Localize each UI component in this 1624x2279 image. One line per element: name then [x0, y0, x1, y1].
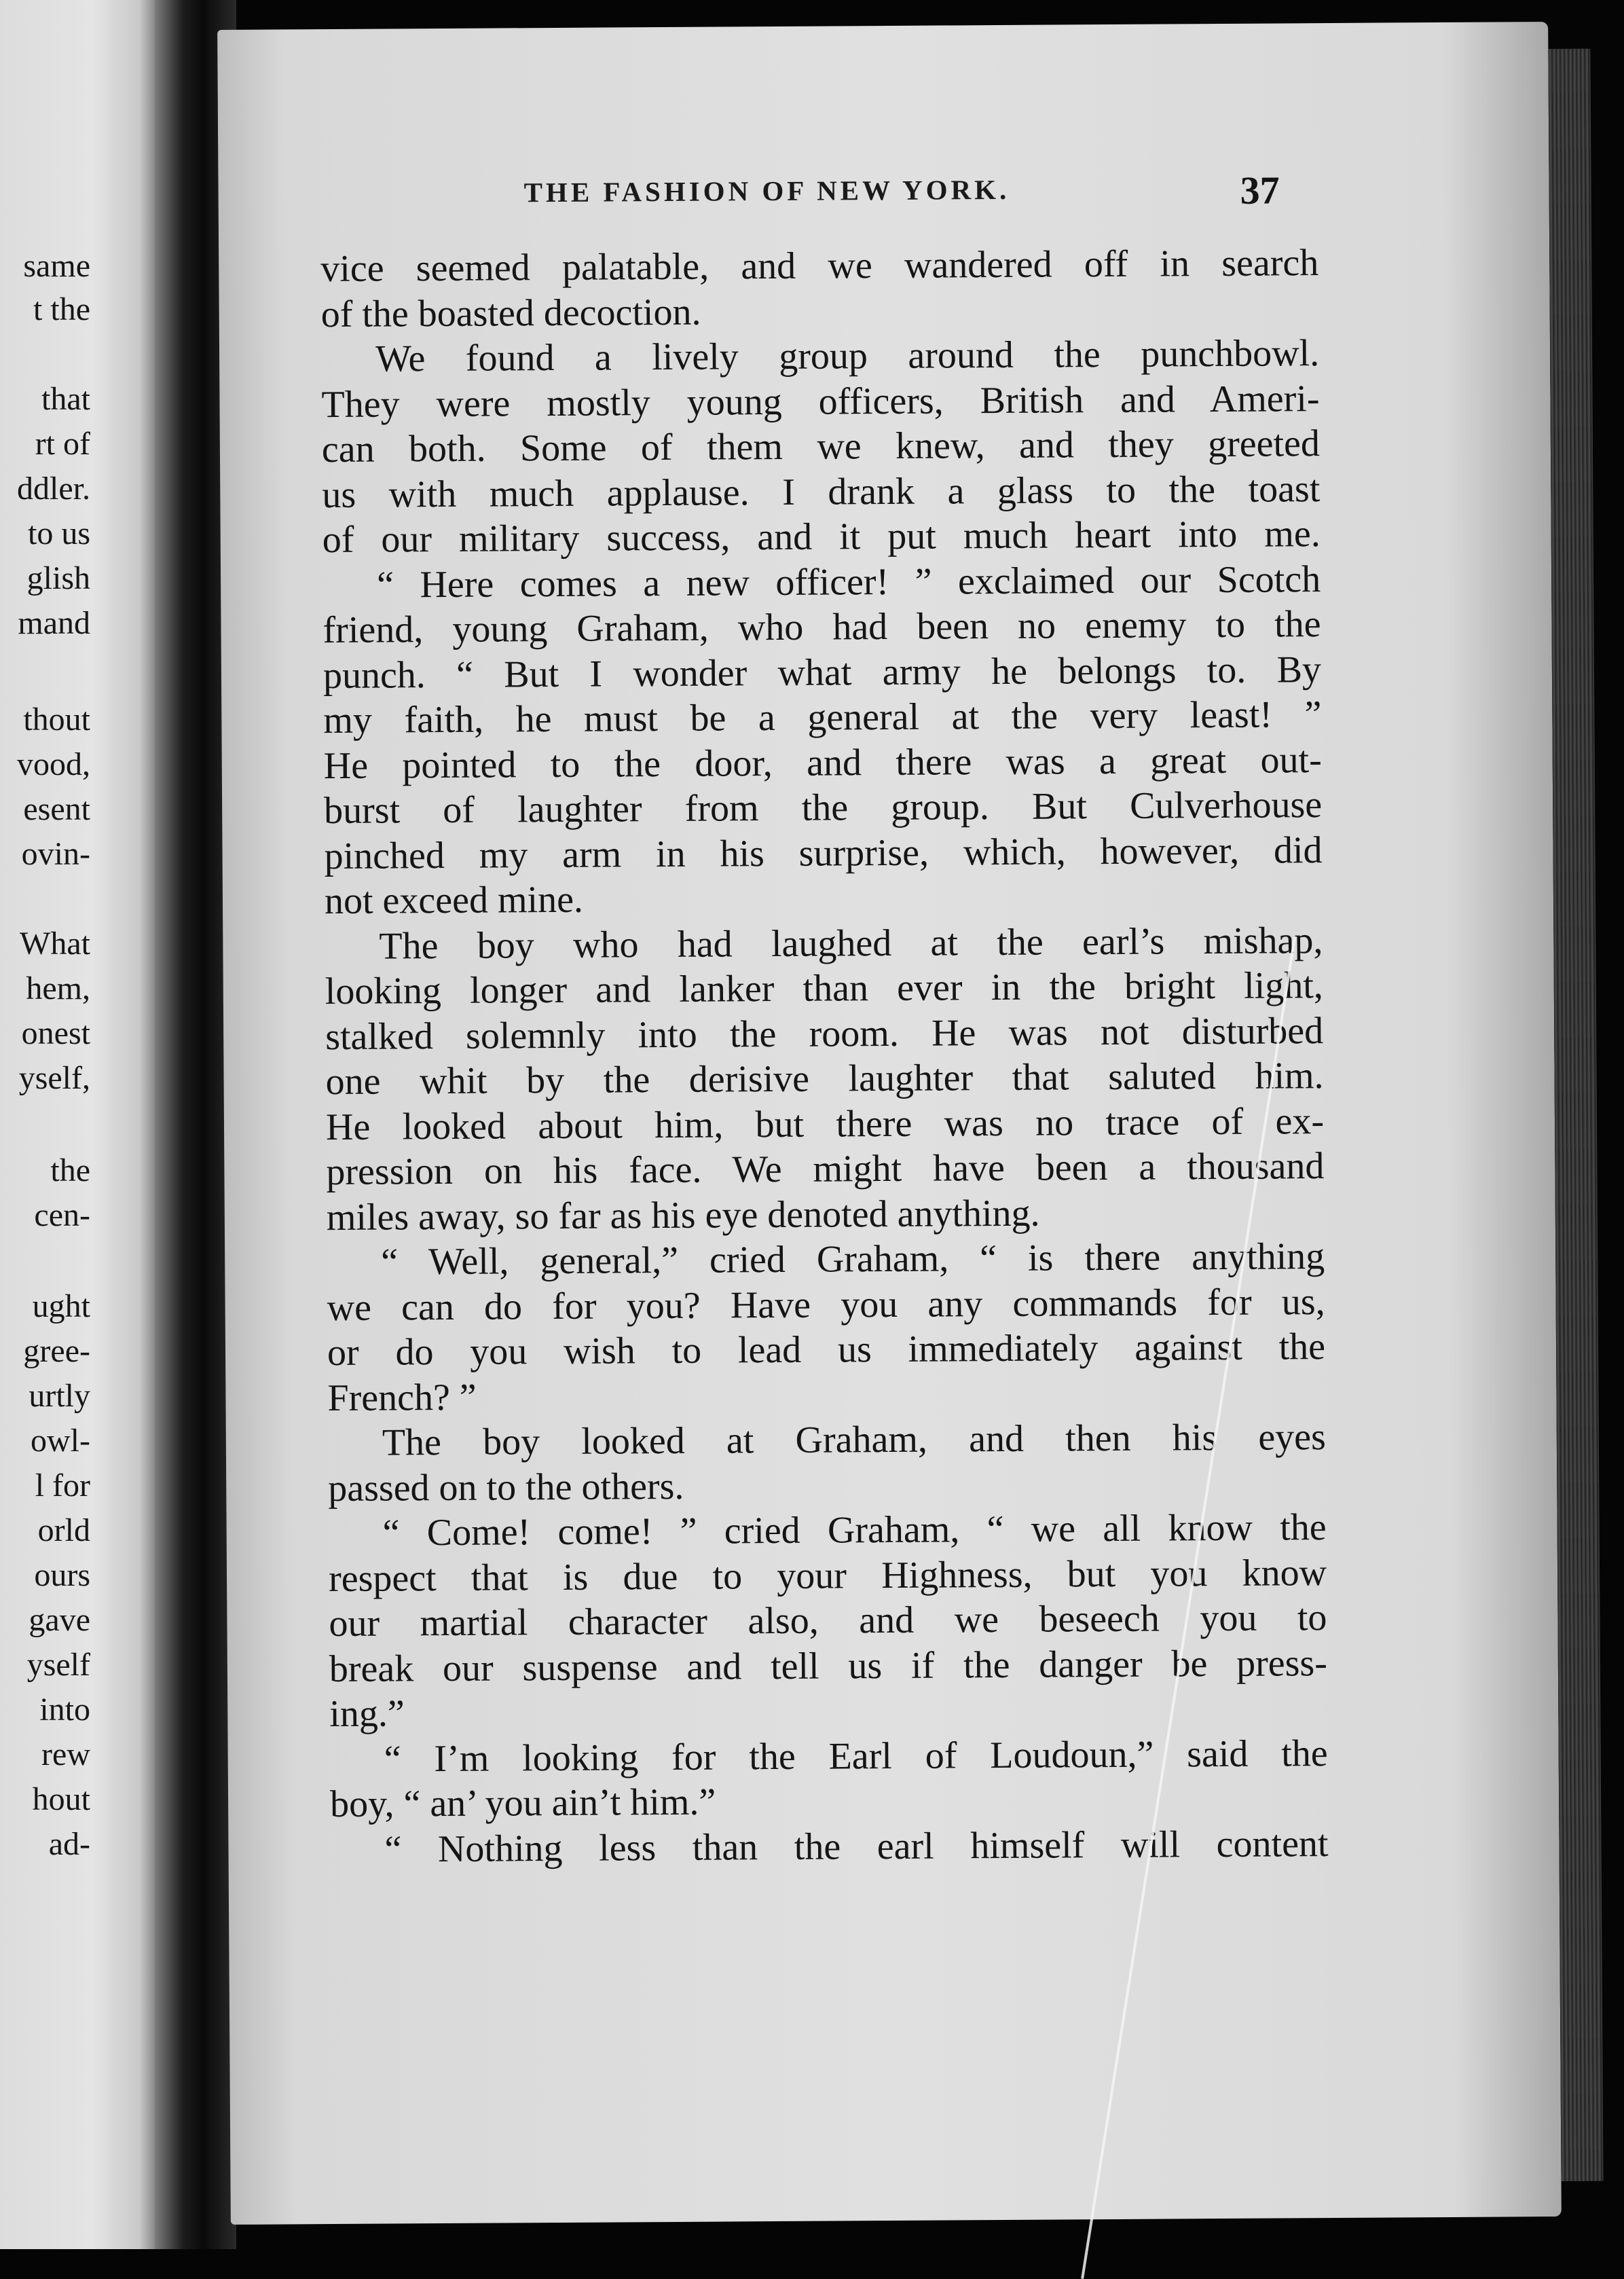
text-line: pinched my arm in his surprise, which, however, did	[324, 828, 1323, 877]
left-page-line: l for	[35, 1467, 90, 1503]
left-page-line: owl-	[31, 1423, 90, 1459]
left-page-line: urtly	[29, 1378, 90, 1414]
left-page-line: hem,	[26, 970, 90, 1006]
text-line: “ Come! come! ” cried Graham, “ we all know the	[382, 1506, 1327, 1554]
left-page-line: ad-	[48, 1826, 90, 1862]
text-line: friend, young Graham, who had been no enemy to the	[322, 603, 1321, 652]
text-line: The boy looked at Graham, and then his eyes	[382, 1416, 1327, 1464]
text-line: miles away, so far as his eye denoted anything.	[326, 1192, 1040, 1239]
text-line: ing.”	[329, 1692, 405, 1736]
left-page-line: ddler.	[17, 471, 90, 507]
text-line: not exceed mine.	[324, 878, 584, 923]
running-head: THE FASHION OF NEW YORK.	[523, 173, 1010, 208]
text-line: our martial character also, and we beseech you to	[329, 1597, 1327, 1645]
text-line: boy, “ an’ you ain’t him.”	[329, 1781, 716, 1826]
text-line: burst of laughter from the group. But Culverhouse	[323, 784, 1323, 833]
left-page-line: gave	[29, 1602, 90, 1638]
page-number: 37	[1240, 168, 1280, 213]
left-page-line: t the	[33, 291, 90, 327]
left-page-line: to us	[27, 515, 90, 551]
text-line: can both. Some of them we knew, and they greeted	[321, 422, 1321, 471]
text-line: pression on his face. We might have been a thousand	[326, 1145, 1325, 1194]
text-line: stalked solemnly into the room. He was not disturbed	[325, 1009, 1324, 1058]
left-page-line: cen-	[34, 1197, 90, 1233]
left-page-line: thout	[23, 701, 90, 737]
left-page-line: glish	[26, 560, 90, 596]
text-line: passed on to the others.	[328, 1465, 684, 1510]
left-page-line: What	[20, 926, 90, 962]
left-page-line: rt of	[35, 426, 90, 462]
text-line: He looked about him, but there was no trace of ex-	[325, 1099, 1325, 1148]
text-line: of the boasted decoction.	[320, 291, 701, 335]
left-page-line: ours	[34, 1557, 90, 1593]
text-line: We found a lively group around the punchbowl.	[375, 332, 1320, 380]
text-line: French? ”	[327, 1376, 477, 1419]
text-line: vice seemed palatable, and we wandered off in search	[320, 242, 1319, 291]
left-page-line: into	[39, 1692, 90, 1728]
text-line: one whit by the derisive laughter that saluted him.	[325, 1055, 1324, 1104]
text-line: or do you wish to lead us immediately against the	[327, 1326, 1326, 1374]
left-page-line: orld	[37, 1512, 90, 1548]
left-page-line: vood,	[17, 746, 90, 782]
text-line: They were mostly young officers, British and Ameri-	[321, 377, 1320, 426]
left-page-line: onest	[21, 1015, 90, 1051]
left-page-line: ovin-	[21, 836, 90, 872]
left-page-line: same	[23, 248, 90, 284]
text-line: “ I’m looking for the Earl of Loudoun,” said the	[384, 1732, 1328, 1781]
text-line: respect that is due to your Highness, but you know	[328, 1551, 1327, 1600]
current-page	[217, 22, 1562, 2225]
left-page-line: ught	[32, 1288, 90, 1324]
text-line: “ Here comes a new officer! ” exclaimed our Scotch	[376, 558, 1321, 606]
left-page-line: that	[41, 381, 90, 417]
text-line: break our suspense and tell us if the danger be press-	[329, 1641, 1328, 1690]
left-page-line: esent	[23, 791, 90, 827]
left-page-line: the	[50, 1152, 90, 1188]
left-page-line: gree-	[23, 1333, 90, 1369]
text-line: punch. “ But I wonder what army he belongs to. By	[322, 648, 1322, 697]
left-page-line: yself,	[18, 1060, 90, 1096]
text-line: “ Nothing less than the earl himself will content	[384, 1822, 1329, 1871]
text-line: He pointed to the door, and there was a great out-	[323, 738, 1322, 787]
text-line: “ Well, general,” cried Graham, “ is there anything	[381, 1235, 1325, 1283]
text-line: looking longer and lanker than ever in the bright light,	[325, 964, 1323, 1013]
text-line: The boy who had laughed at the earl’s mishap,	[379, 919, 1323, 968]
left-page-line: rew	[41, 1736, 90, 1772]
left-page-line: hout	[32, 1781, 90, 1817]
page-body	[320, 240, 1329, 1872]
left-page-line: mand	[18, 605, 90, 641]
text-line: we can do for you? Have you any commands for us,	[327, 1280, 1325, 1329]
text-line: of our military success, and it put much heart into me.	[322, 513, 1321, 562]
text-line: my faith, he must be a general at the very least! ”	[323, 693, 1322, 742]
text-line: us with much applause. I drank a glass to the toast	[322, 467, 1321, 516]
previous-page-fragment	[0, 0, 155, 2249]
left-page-line: yself	[26, 1647, 90, 1683]
page-stack-edge	[1548, 49, 1603, 2181]
